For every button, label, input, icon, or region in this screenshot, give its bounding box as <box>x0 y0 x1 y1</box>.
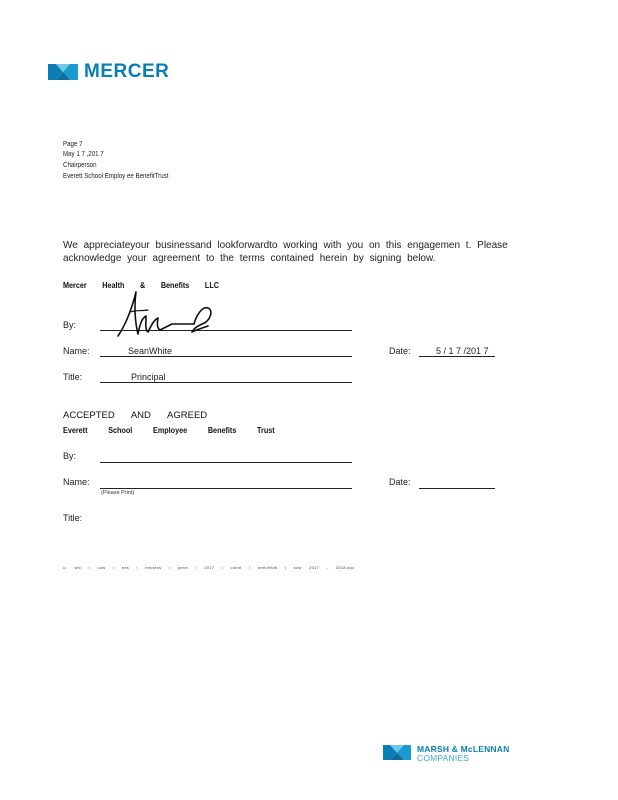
mmc-logo <box>383 744 523 764</box>
recipient-org: Everett School Employ ee BenefitTrust <box>63 171 169 180</box>
date-line <box>419 356 495 357</box>
date-value: 5 / 1 7 /201 7 <box>436 346 489 356</box>
mercer-logo-icon <box>48 64 78 80</box>
print-note: (Please Print) <box>101 490 135 496</box>
accepted-by-label: By: <box>63 451 77 461</box>
mmc-logo-line2: COMPANIES <box>417 753 470 763</box>
signature-image <box>112 288 222 340</box>
accepted-date-label: Date: <box>389 477 411 487</box>
mercer-logo-text: MERCER <box>84 61 170 82</box>
title-line <box>100 382 352 383</box>
file-path-footnote: u: wtc \ cow \ ees \ eectees \ perm \ 2017 \ client \ eeectHdb \ sow 2017 - 2018.doc <box>63 565 355 570</box>
mercer-logo <box>48 62 188 84</box>
mmc-logo-icon <box>383 745 411 760</box>
name-line <box>100 356 352 357</box>
name-value: SeanWhite <box>128 346 173 356</box>
title-label: Title: <box>63 372 83 382</box>
accepted-name-line[interactable] <box>100 488 352 489</box>
accepted-heading: ACCEPTED AND AGREED <box>63 410 208 421</box>
trust-name: Everett School Employee Benefits Trust <box>63 425 275 435</box>
firm-name: Mercer Health & Benefits LLC <box>63 280 219 290</box>
mmc-logo-line1: MARSH & McLENNAN <box>417 744 510 754</box>
date-label: Date: <box>389 346 411 356</box>
by-label: By: <box>63 320 77 330</box>
name-label: Name: <box>63 346 90 356</box>
accepted-title-label: Title: <box>63 513 83 523</box>
title-value: Principal <box>131 372 166 382</box>
body-paragraph: We appreciateyour businessand lookforwardto working with you on this engagemen t. Please acknowledge your agreement to the terms contained herein by signing below. <box>63 240 508 264</box>
letter-date: May 1 7 ,201 7 <box>63 149 104 158</box>
accepted-name-label: Name: <box>63 477 90 487</box>
page-number: Page 7 <box>63 139 83 148</box>
accepted-date-line[interactable] <box>419 488 495 489</box>
recipient-title: Chairperson <box>63 160 97 169</box>
accepted-by-line[interactable] <box>100 462 352 463</box>
